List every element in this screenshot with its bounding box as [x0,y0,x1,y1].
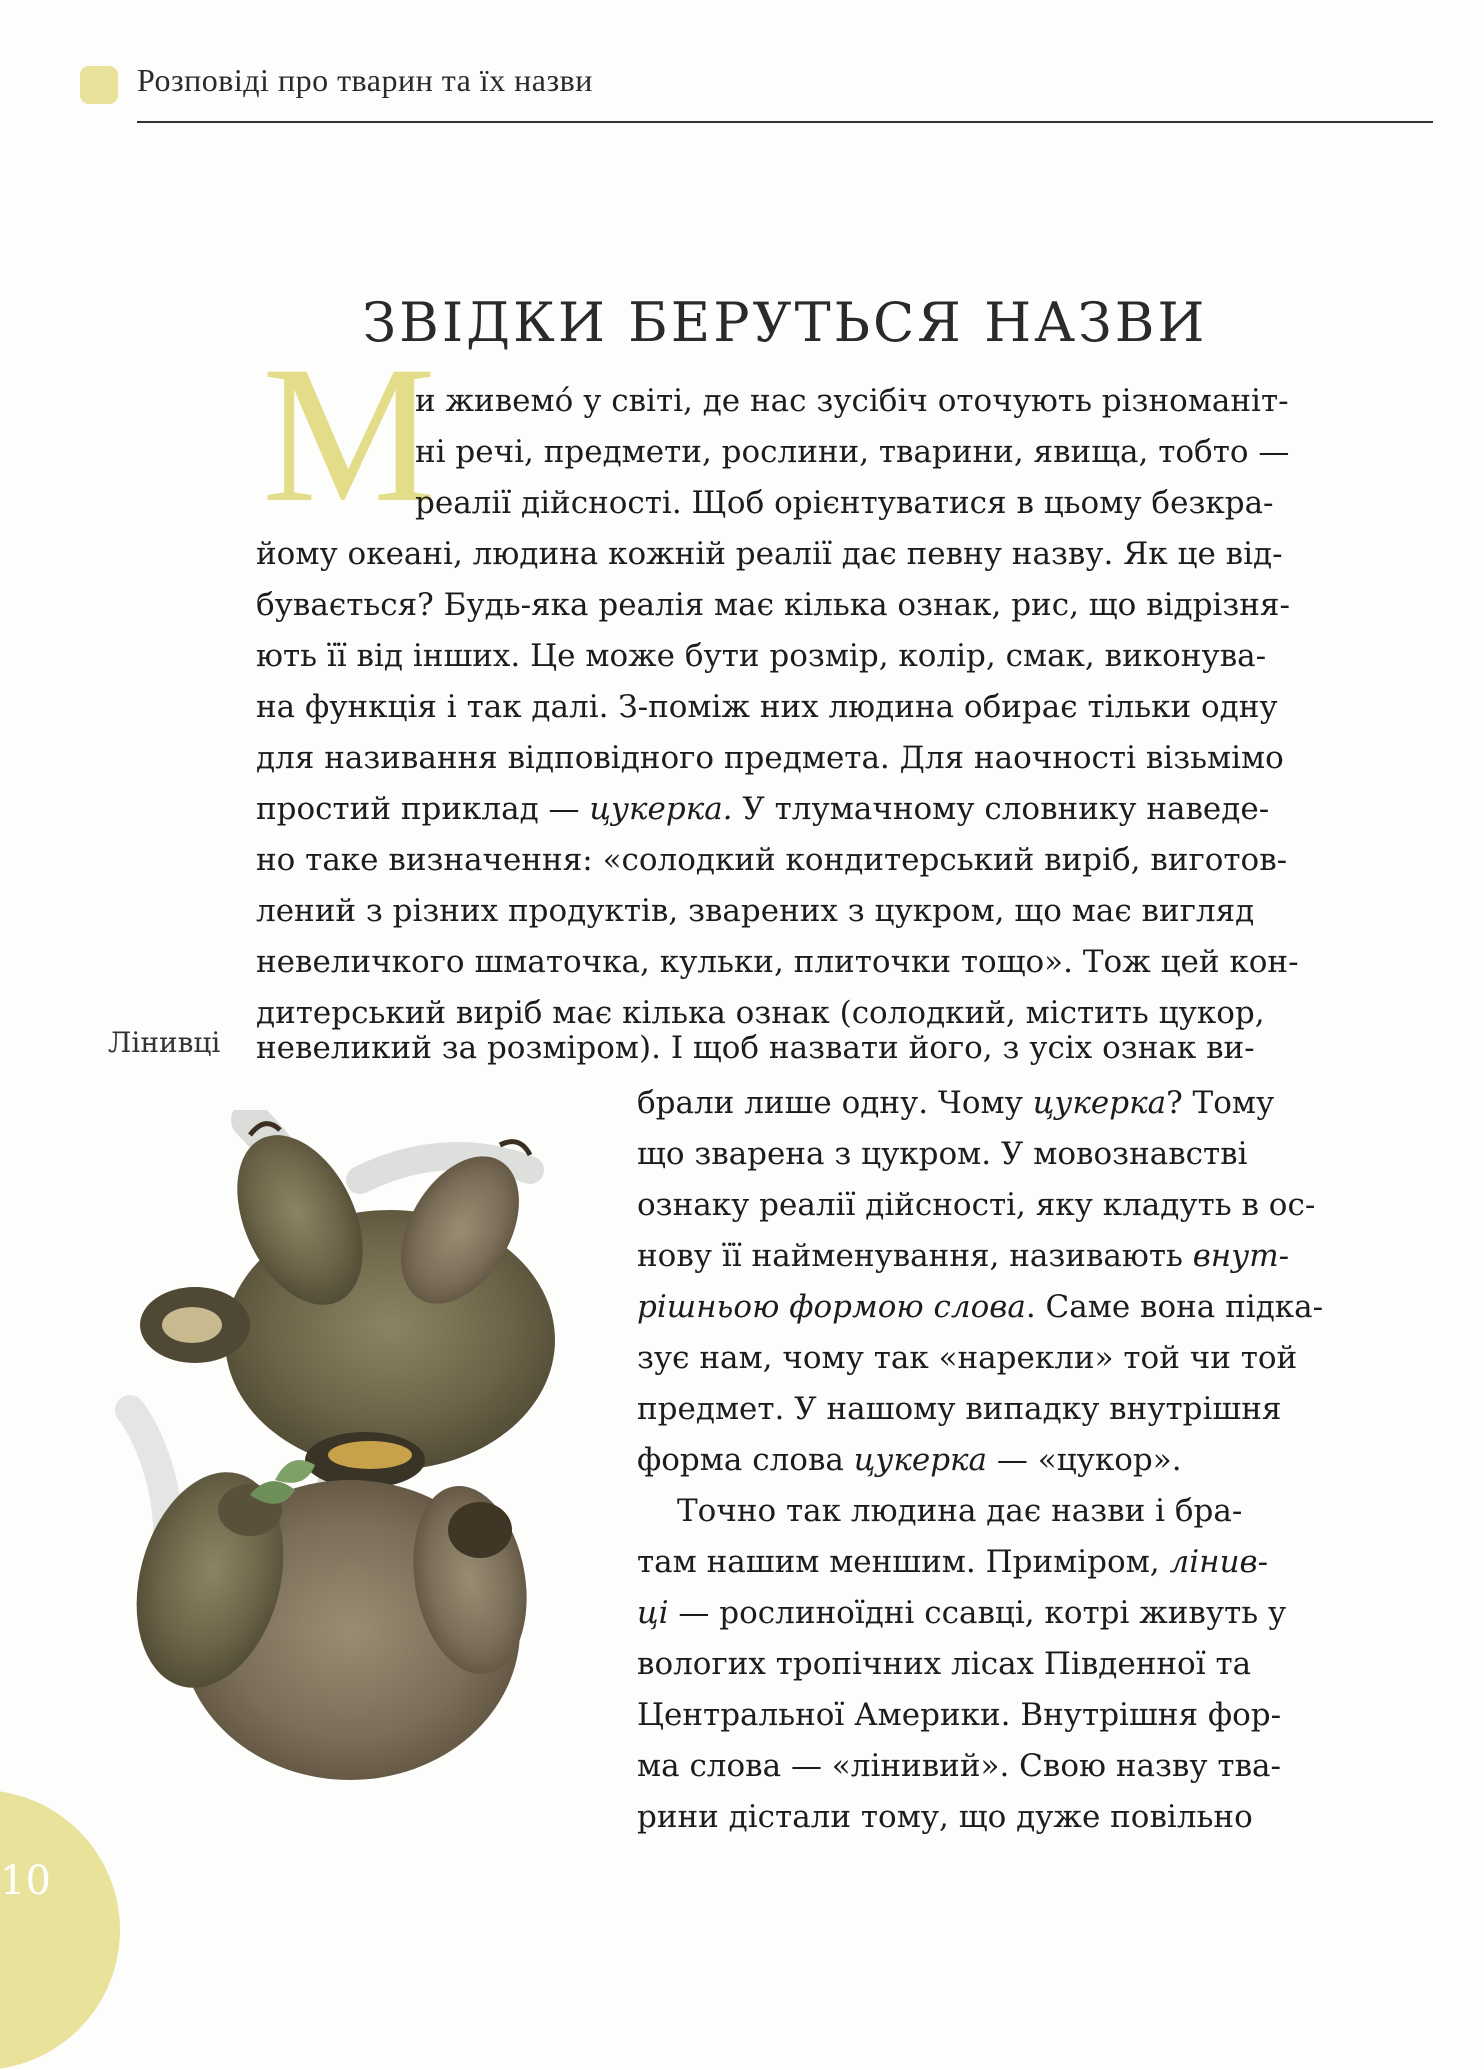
page-number-badge [0,1790,120,2070]
text-line: дитерський виріб має кілька ознак (солодкий, містить цукор, [256,995,1265,1031]
header-marker [80,66,118,104]
chapter-title: ЗВІДКИ БЕРУТЬСЯ НАЗВИ [362,291,1208,355]
running-header: Розповіді про тварин та їх назви [137,62,593,98]
text-line: для називання відповідного предмета. Для наочності візьмімо [256,740,1284,776]
text-line: но таке визначення: «солодкий кондитерський виріб, виготов- [256,842,1288,878]
text-line: що зварена з цукром. У мовознавстві [637,1136,1248,1172]
text-line: Точно так людина дає назви і бра- [677,1493,1243,1529]
text-line: ці — рослиноїдні ссавці, котрі живуть у [637,1595,1287,1631]
text-line: реалії дійсності. Щоб орієнтуватися в цьому безкра- [415,485,1274,521]
text-line: на функція і так далі. З-поміж них людина обирає тільки одну [256,689,1278,725]
text-line: вологих тропічних лісах Південної та [637,1646,1252,1682]
text-line: ні речі, предмети, рослини, тварини, явища, тобто — [415,434,1290,470]
text-line: рішньою формою слова. Саме вона підка- [637,1289,1324,1325]
text-line: ознаку реалії дійсності, яку кладуть в ос- [637,1187,1316,1223]
text-line: там нашим меншим. Приміром, лінив- [637,1544,1269,1580]
text-line: брали лише одну. Чому цукерка? Тому [637,1085,1275,1121]
text-line: ють її від інших. Це може бути розмір, колір, смак, виконува- [256,638,1267,674]
text-line: ма слова — «лінивий». Свою назву тва- [637,1748,1281,1784]
text-line: бувається? Будь-яка реалія має кілька ознак, рис, що відрізня- [256,587,1290,623]
text-line: форма слова цукерка — «цукор». [637,1442,1182,1478]
text-line: и живемó у світі, де нас зусібіч оточують різноманіт- [415,383,1289,419]
text-line: нову її найменування, називають внут- [637,1238,1290,1274]
text-line: невеликий за розміром). І щоб назвати його, з усіх ознак ви- [256,1030,1255,1066]
sloth-illustration [100,1110,570,1810]
text-line: зує нам, чому так «нарекли» той чи той [637,1340,1298,1376]
figure-caption: Лінивці [108,1026,221,1059]
header-rule [137,121,1433,123]
text-line: предмет. У нашому випадку внутрішня [637,1391,1282,1427]
page-number: 10 [0,1858,51,1904]
drop-cap: М [262,326,437,543]
text-line: Центральної Америки. Внутрішня фор- [637,1697,1282,1733]
text-line: лений з різних продуктів, зварених з цукром, що має вигляд [256,893,1255,929]
text-line: рини дістали тому, що дуже повільно [637,1799,1253,1835]
text-line: невеличкого шматочка, кульки, плиточки тощо». Тож цей кон- [256,944,1299,980]
text-line: йому океані, людина кожній реалії дає певну назву. Як це від- [256,536,1283,572]
text-line: простий приклад — цукерка. У тлумачному словнику наведе- [256,791,1270,827]
